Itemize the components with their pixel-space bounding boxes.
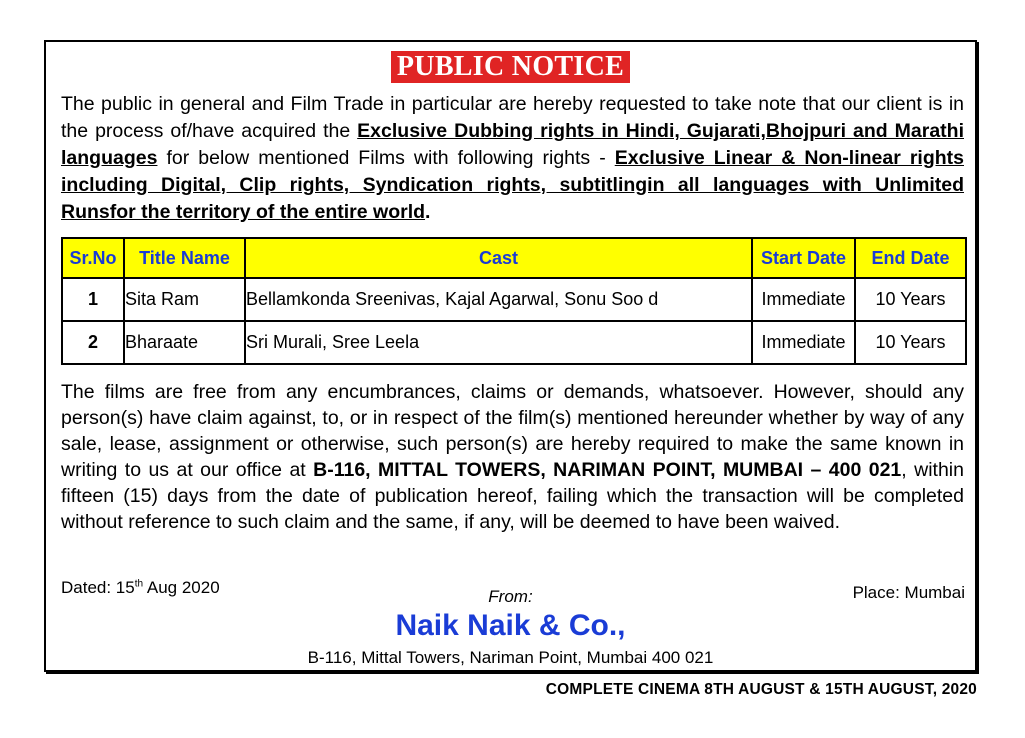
title-wrap: [46, 51, 975, 83]
table-row: [62, 278, 966, 321]
claims-text-2: , within fifteen (15) days from the date of publication hereof, failing which the transaction will be completed without reference to such claim and the same, if any, will be deemed to have been waived.: [61, 459, 964, 533]
row-title: Bharaate: [124, 321, 245, 364]
header-end-date: End Date: [855, 238, 966, 278]
public-notice-box: [44, 40, 977, 672]
table-header-row: [62, 238, 966, 278]
header-cast: Cast: [245, 238, 752, 278]
intro-paragraph: [61, 91, 964, 226]
dubbing-rights-text: Exclusive Dubbing rights in Hindi, Gujarati,Bhojpuri and Marathi languages: [61, 120, 964, 169]
intro-end: .: [425, 201, 431, 223]
rights-scope-text: Exclusive Linear & Non-linear rights including Digital, Clip rights, Syndication rights, subtitlingin all languages with Unlimited Runsfor the territory of the entire world: [61, 147, 964, 223]
header-srno: Sr.No: [62, 238, 124, 278]
claims-paragraph: [61, 379, 964, 535]
header-title: Title Name: [124, 238, 245, 278]
dated-ordinal: th: [134, 578, 144, 590]
films-table-wrap: [61, 237, 965, 365]
row-title: Sita Ram: [124, 278, 245, 321]
row-cast: Sri Murali, Sree Leela: [245, 321, 752, 364]
firm-name: Naik Naik & Co.,: [395, 609, 626, 642]
row-end-date: 10 Years: [855, 278, 966, 321]
publication-footer: COMPLETE CINEMA 8TH AUGUST & 15TH AUGUST, 2020: [545, 681, 977, 698]
claims-text-1: The films are free from any encumbrances, claims or demands, whatsoever. However, should any person(s) have claim against, to, or in respect of the film(s) mentioned hereunder whether by way of any sale, lease, assignment or otherwise, such person(s) are hereby required to make the same known in writing to us at our office at: [61, 381, 964, 481]
table-row: [62, 321, 966, 364]
intro-text-1: The public in general and Film Trade in particular are hereby requested to take note that our client is in the process of/have acquired the: [61, 93, 964, 142]
row-end-date: 10 Years: [855, 321, 966, 364]
from-label: From:: [488, 587, 533, 606]
row-start-date: Immediate: [752, 321, 855, 364]
row-srno: 2: [62, 321, 124, 364]
row-start-date: Immediate: [752, 278, 855, 321]
films-table: [61, 237, 967, 365]
dated-rest: Aug 2020: [143, 578, 220, 597]
place-line: Place: Mumbai: [852, 583, 965, 602]
notice-title: PUBLIC NOTICE: [391, 51, 630, 83]
header-start-date: Start Date: [752, 238, 855, 278]
dated-prefix: Dated: 15: [61, 578, 135, 597]
office-address-text: B-116, MITTAL TOWERS, NARIMAN POINT, MUMBAI – 400 021: [313, 459, 902, 481]
row-srno: 1: [62, 278, 124, 321]
intro-text-2: for below mentioned Films with following rights -: [157, 147, 615, 169]
row-cast: Bellamkonda Sreenivas, Kajal Agarwal, Sonu Soo d: [245, 278, 752, 321]
firm-address: B-116, Mittal Towers, Nariman Point, Mumbai 400 021: [307, 648, 714, 667]
